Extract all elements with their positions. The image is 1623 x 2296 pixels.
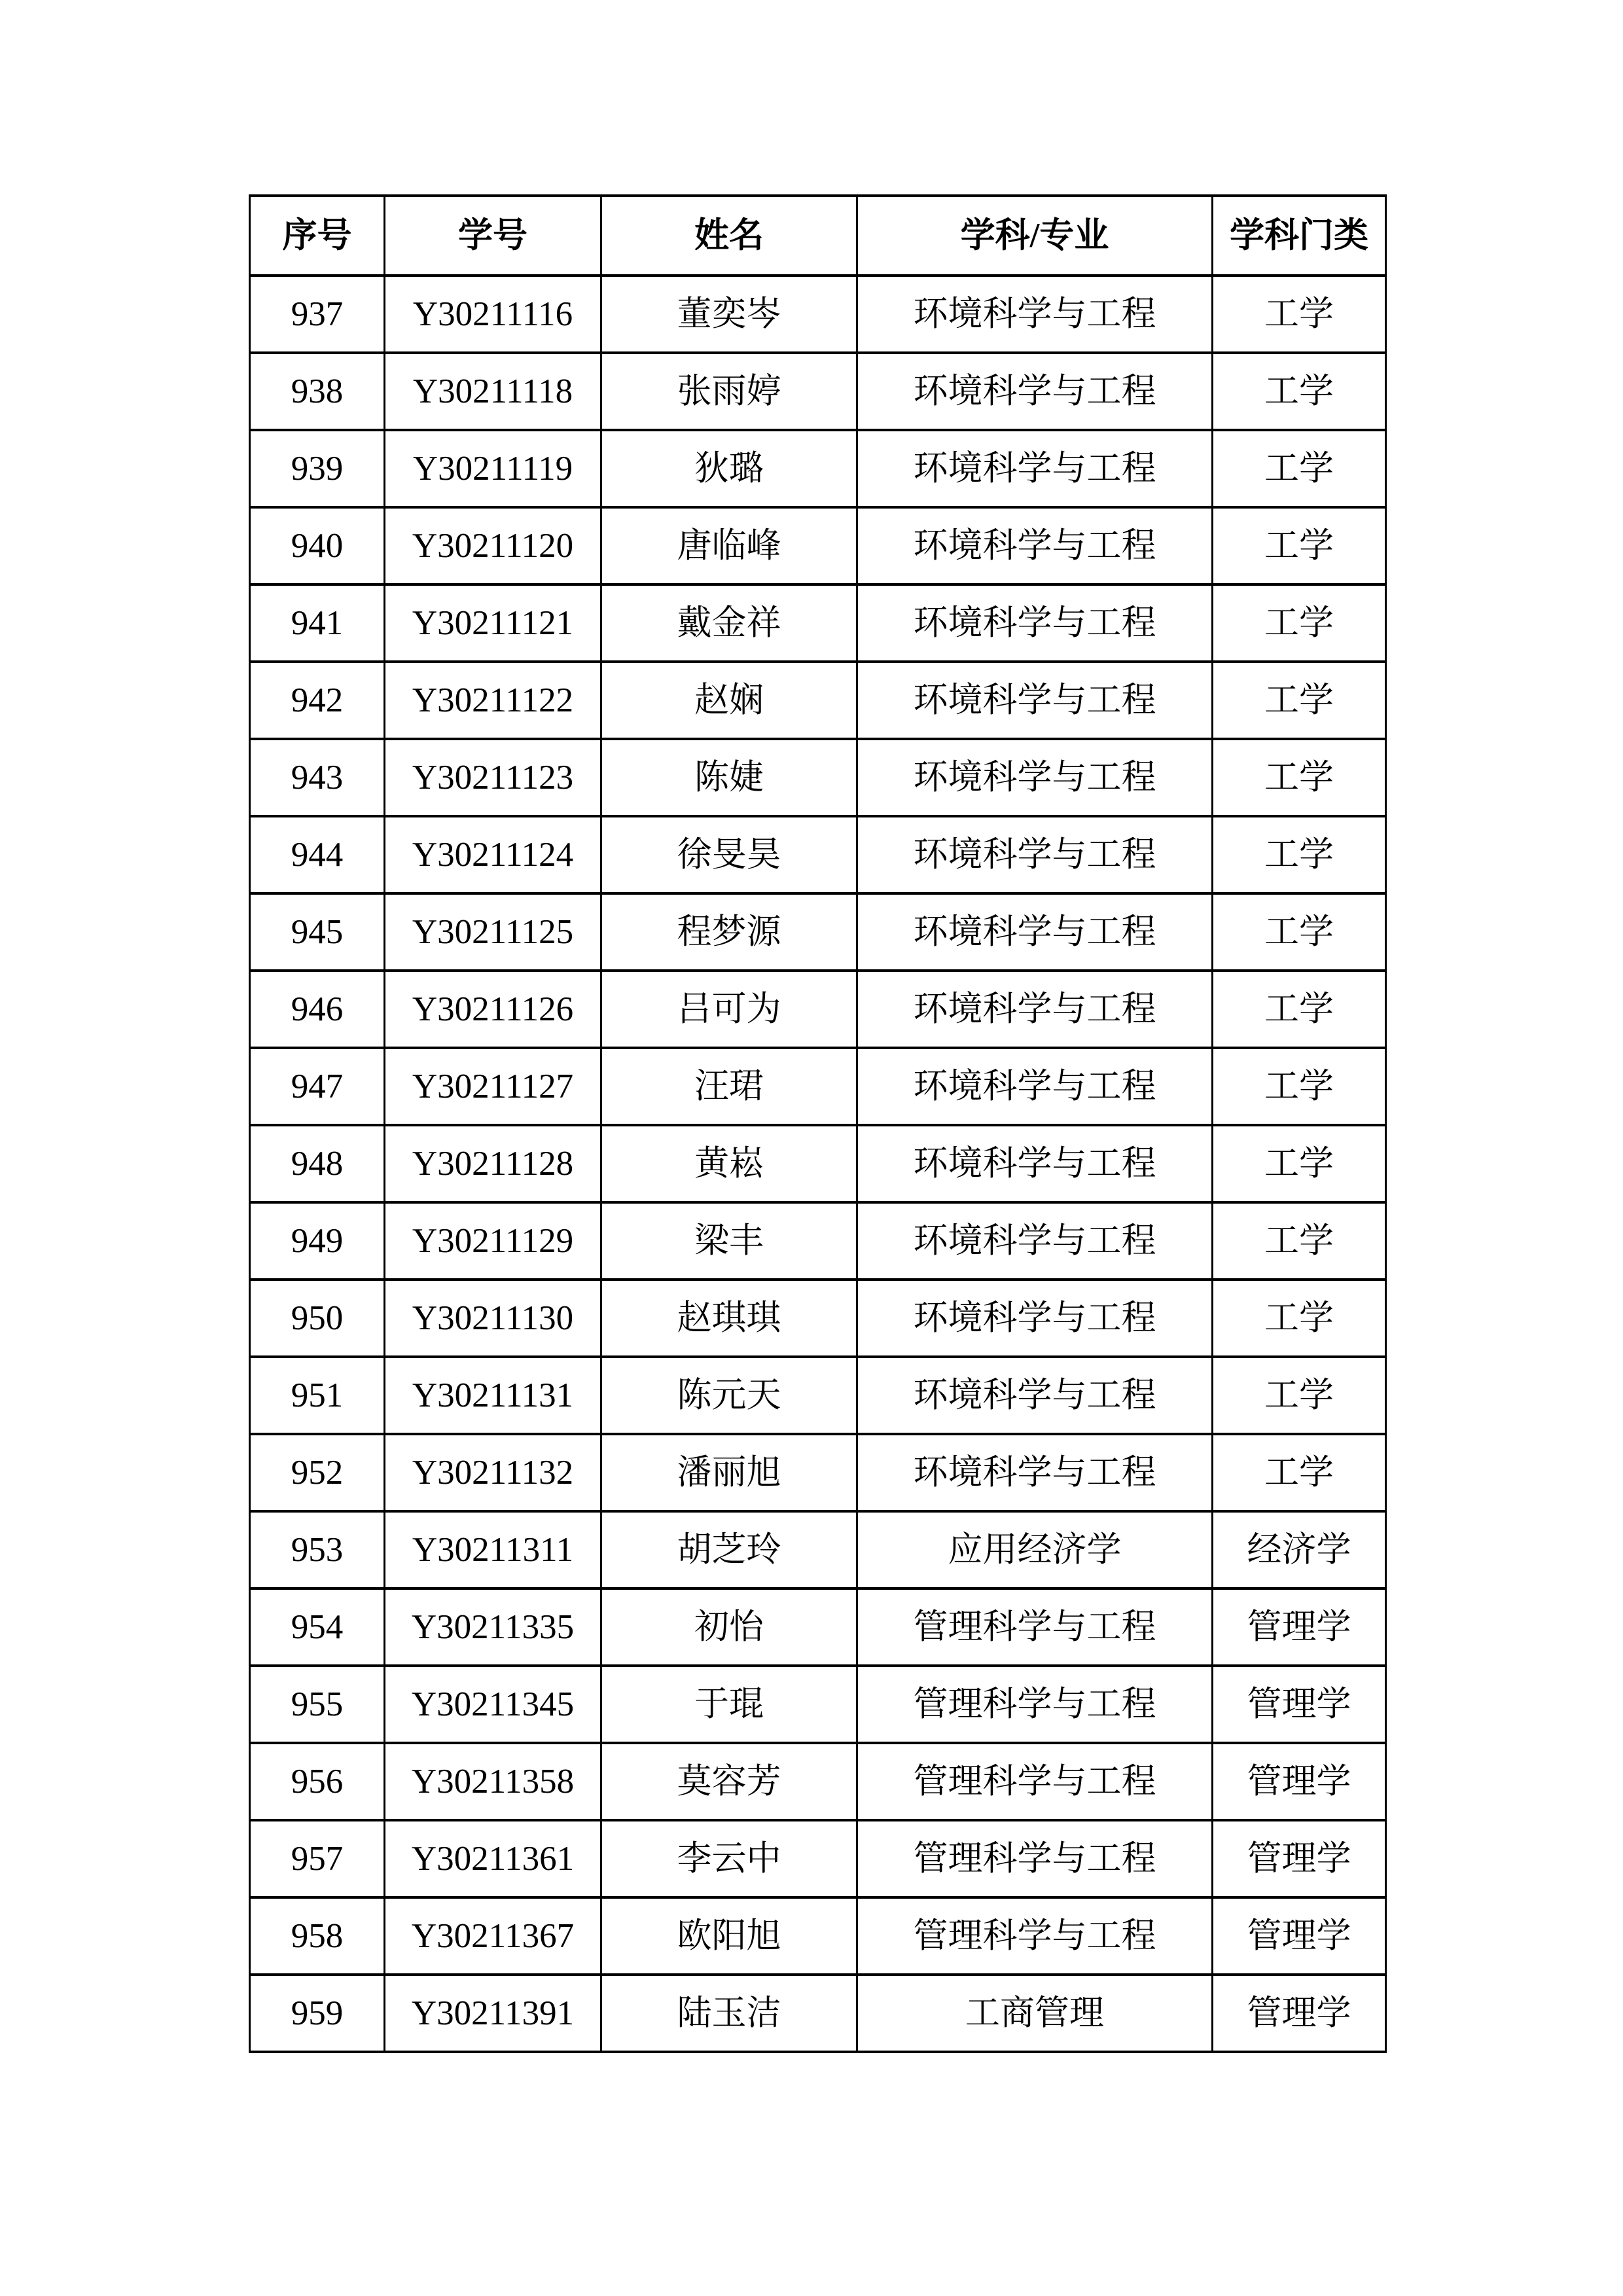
major-cell: 环境科学与工程 (857, 1357, 1213, 1434)
column-header-name: 姓名 (601, 196, 857, 276)
name-cell: 戴金祥 (601, 584, 857, 662)
category-cell: 管理学 (1213, 1897, 1386, 1975)
table-row (250, 662, 1386, 739)
name-cell: 程梦源 (601, 893, 857, 971)
student-id-cell: Y30211129 (385, 1202, 601, 1280)
table-row (250, 1202, 1386, 1280)
serial-cell: 943 (250, 739, 385, 816)
serial-cell: 952 (250, 1434, 385, 1511)
name-cell: 陈婕 (601, 739, 857, 816)
major-cell: 管理科学与工程 (857, 1820, 1213, 1897)
major-cell: 应用经济学 (857, 1511, 1213, 1588)
table-row (250, 971, 1386, 1048)
student-id-cell: Y30211311 (385, 1511, 601, 1588)
column-header-student-id: 学号 (385, 196, 601, 276)
major-cell: 环境科学与工程 (857, 430, 1213, 507)
table-row (250, 353, 1386, 430)
table-row (250, 1357, 1386, 1434)
category-cell: 工学 (1213, 1280, 1386, 1357)
table-row (250, 507, 1386, 584)
major-cell: 环境科学与工程 (857, 584, 1213, 662)
roster-body (250, 276, 1386, 2052)
category-cell: 工学 (1213, 816, 1386, 893)
student-id-cell: Y30211335 (385, 1588, 601, 1666)
column-header-category: 学科门类 (1213, 196, 1386, 276)
category-cell: 管理学 (1213, 1820, 1386, 1897)
name-cell: 赵琪琪 (601, 1280, 857, 1357)
table-row (250, 1897, 1386, 1975)
major-cell: 管理科学与工程 (857, 1588, 1213, 1666)
student-id-cell: Y30211120 (385, 507, 601, 584)
student-id-cell: Y30211119 (385, 430, 601, 507)
serial-cell: 937 (250, 276, 385, 353)
table-row (250, 584, 1386, 662)
serial-cell: 956 (250, 1743, 385, 1820)
serial-cell: 940 (250, 507, 385, 584)
serial-cell: 947 (250, 1048, 385, 1125)
table-row (250, 1588, 1386, 1666)
name-cell: 狄璐 (601, 430, 857, 507)
student-id-cell: Y30211358 (385, 1743, 601, 1820)
name-cell: 胡芝玲 (601, 1511, 857, 1588)
table-row (250, 1820, 1386, 1897)
student-id-cell: Y30211121 (385, 584, 601, 662)
serial-cell: 946 (250, 971, 385, 1048)
column-header-serial: 序号 (250, 196, 385, 276)
student-id-cell: Y30211122 (385, 662, 601, 739)
major-cell: 环境科学与工程 (857, 739, 1213, 816)
category-cell: 管理学 (1213, 1666, 1386, 1743)
name-cell: 赵娴 (601, 662, 857, 739)
name-cell: 陆玉洁 (601, 1975, 857, 2052)
category-cell: 工学 (1213, 430, 1386, 507)
student-id-cell: Y30211391 (385, 1975, 601, 2052)
table-row (250, 739, 1386, 816)
major-cell: 管理科学与工程 (857, 1897, 1213, 1975)
serial-cell: 959 (250, 1975, 385, 2052)
table-row (250, 1743, 1386, 1820)
serial-cell: 949 (250, 1202, 385, 1280)
name-cell: 李云中 (601, 1820, 857, 1897)
name-cell: 梁丰 (601, 1202, 857, 1280)
major-cell: 环境科学与工程 (857, 1048, 1213, 1125)
serial-cell: 942 (250, 662, 385, 739)
student-id-cell: Y30211116 (385, 276, 601, 353)
name-cell: 欧阳旭 (601, 1897, 857, 1975)
category-cell: 工学 (1213, 353, 1386, 430)
table-row (250, 276, 1386, 353)
student-id-cell: Y30211125 (385, 893, 601, 971)
serial-cell: 948 (250, 1125, 385, 1202)
category-cell: 工学 (1213, 971, 1386, 1048)
name-cell: 汪珺 (601, 1048, 857, 1125)
serial-cell: 953 (250, 1511, 385, 1588)
name-cell: 张雨婷 (601, 353, 857, 430)
student-id-cell: Y30211126 (385, 971, 601, 1048)
major-cell: 环境科学与工程 (857, 893, 1213, 971)
major-cell: 环境科学与工程 (857, 353, 1213, 430)
category-cell: 工学 (1213, 739, 1386, 816)
table-row (250, 816, 1386, 893)
major-cell: 环境科学与工程 (857, 507, 1213, 584)
table-row (250, 1048, 1386, 1125)
major-cell: 环境科学与工程 (857, 1125, 1213, 1202)
major-cell: 环境科学与工程 (857, 816, 1213, 893)
category-cell: 工学 (1213, 893, 1386, 971)
name-cell: 唐临峰 (601, 507, 857, 584)
category-cell: 工学 (1213, 1434, 1386, 1511)
serial-cell: 939 (250, 430, 385, 507)
major-cell: 环境科学与工程 (857, 662, 1213, 739)
student-id-cell: Y30211127 (385, 1048, 601, 1125)
major-cell: 环境科学与工程 (857, 1202, 1213, 1280)
table-row (250, 893, 1386, 971)
category-cell: 管理学 (1213, 1975, 1386, 2052)
major-cell: 工商管理 (857, 1975, 1213, 2052)
serial-cell: 951 (250, 1357, 385, 1434)
table-row (250, 1666, 1386, 1743)
major-cell: 管理科学与工程 (857, 1666, 1213, 1743)
name-cell: 黄崧 (601, 1125, 857, 1202)
name-cell: 莫容芳 (601, 1743, 857, 1820)
table-row (250, 1511, 1386, 1588)
serial-cell: 938 (250, 353, 385, 430)
name-cell: 吕可为 (601, 971, 857, 1048)
serial-cell: 958 (250, 1897, 385, 1975)
student-id-cell: Y30211123 (385, 739, 601, 816)
student-id-cell: Y30211130 (385, 1280, 601, 1357)
category-cell: 工学 (1213, 1125, 1386, 1202)
student-id-cell: Y30211131 (385, 1357, 601, 1434)
student-id-cell: Y30211124 (385, 816, 601, 893)
student-roster-table (249, 194, 1387, 2053)
category-cell: 工学 (1213, 1202, 1386, 1280)
major-cell: 管理科学与工程 (857, 1743, 1213, 1820)
serial-cell: 955 (250, 1666, 385, 1743)
name-cell: 初怡 (601, 1588, 857, 1666)
serial-cell: 957 (250, 1820, 385, 1897)
category-cell: 工学 (1213, 1357, 1386, 1434)
table-row (250, 1975, 1386, 2052)
student-id-cell: Y30211128 (385, 1125, 601, 1202)
student-id-cell: Y30211367 (385, 1897, 601, 1975)
category-cell: 管理学 (1213, 1588, 1386, 1666)
name-cell: 董奕岑 (601, 276, 857, 353)
student-id-cell: Y30211132 (385, 1434, 601, 1511)
category-cell: 工学 (1213, 662, 1386, 739)
major-cell: 环境科学与工程 (857, 276, 1213, 353)
category-cell: 工学 (1213, 584, 1386, 662)
student-id-cell: Y30211345 (385, 1666, 601, 1743)
major-cell: 环境科学与工程 (857, 1280, 1213, 1357)
name-cell: 陈元天 (601, 1357, 857, 1434)
category-cell: 工学 (1213, 276, 1386, 353)
table-row (250, 1125, 1386, 1202)
category-cell: 工学 (1213, 507, 1386, 584)
category-cell: 工学 (1213, 1048, 1386, 1125)
header-row (250, 196, 1386, 276)
serial-cell: 954 (250, 1588, 385, 1666)
name-cell: 于琨 (601, 1666, 857, 1743)
category-cell: 管理学 (1213, 1743, 1386, 1820)
column-header-major: 学科/专业 (857, 196, 1213, 276)
major-cell: 环境科学与工程 (857, 971, 1213, 1048)
name-cell: 潘丽旭 (601, 1434, 857, 1511)
name-cell: 徐旻昊 (601, 816, 857, 893)
serial-cell: 945 (250, 893, 385, 971)
serial-cell: 950 (250, 1280, 385, 1357)
student-id-cell: Y30211118 (385, 353, 601, 430)
major-cell: 环境科学与工程 (857, 1434, 1213, 1511)
table-row (250, 1434, 1386, 1511)
serial-cell: 944 (250, 816, 385, 893)
student-id-cell: Y30211361 (385, 1820, 601, 1897)
serial-cell: 941 (250, 584, 385, 662)
table-row (250, 430, 1386, 507)
table-row (250, 1280, 1386, 1357)
category-cell: 经济学 (1213, 1511, 1386, 1588)
